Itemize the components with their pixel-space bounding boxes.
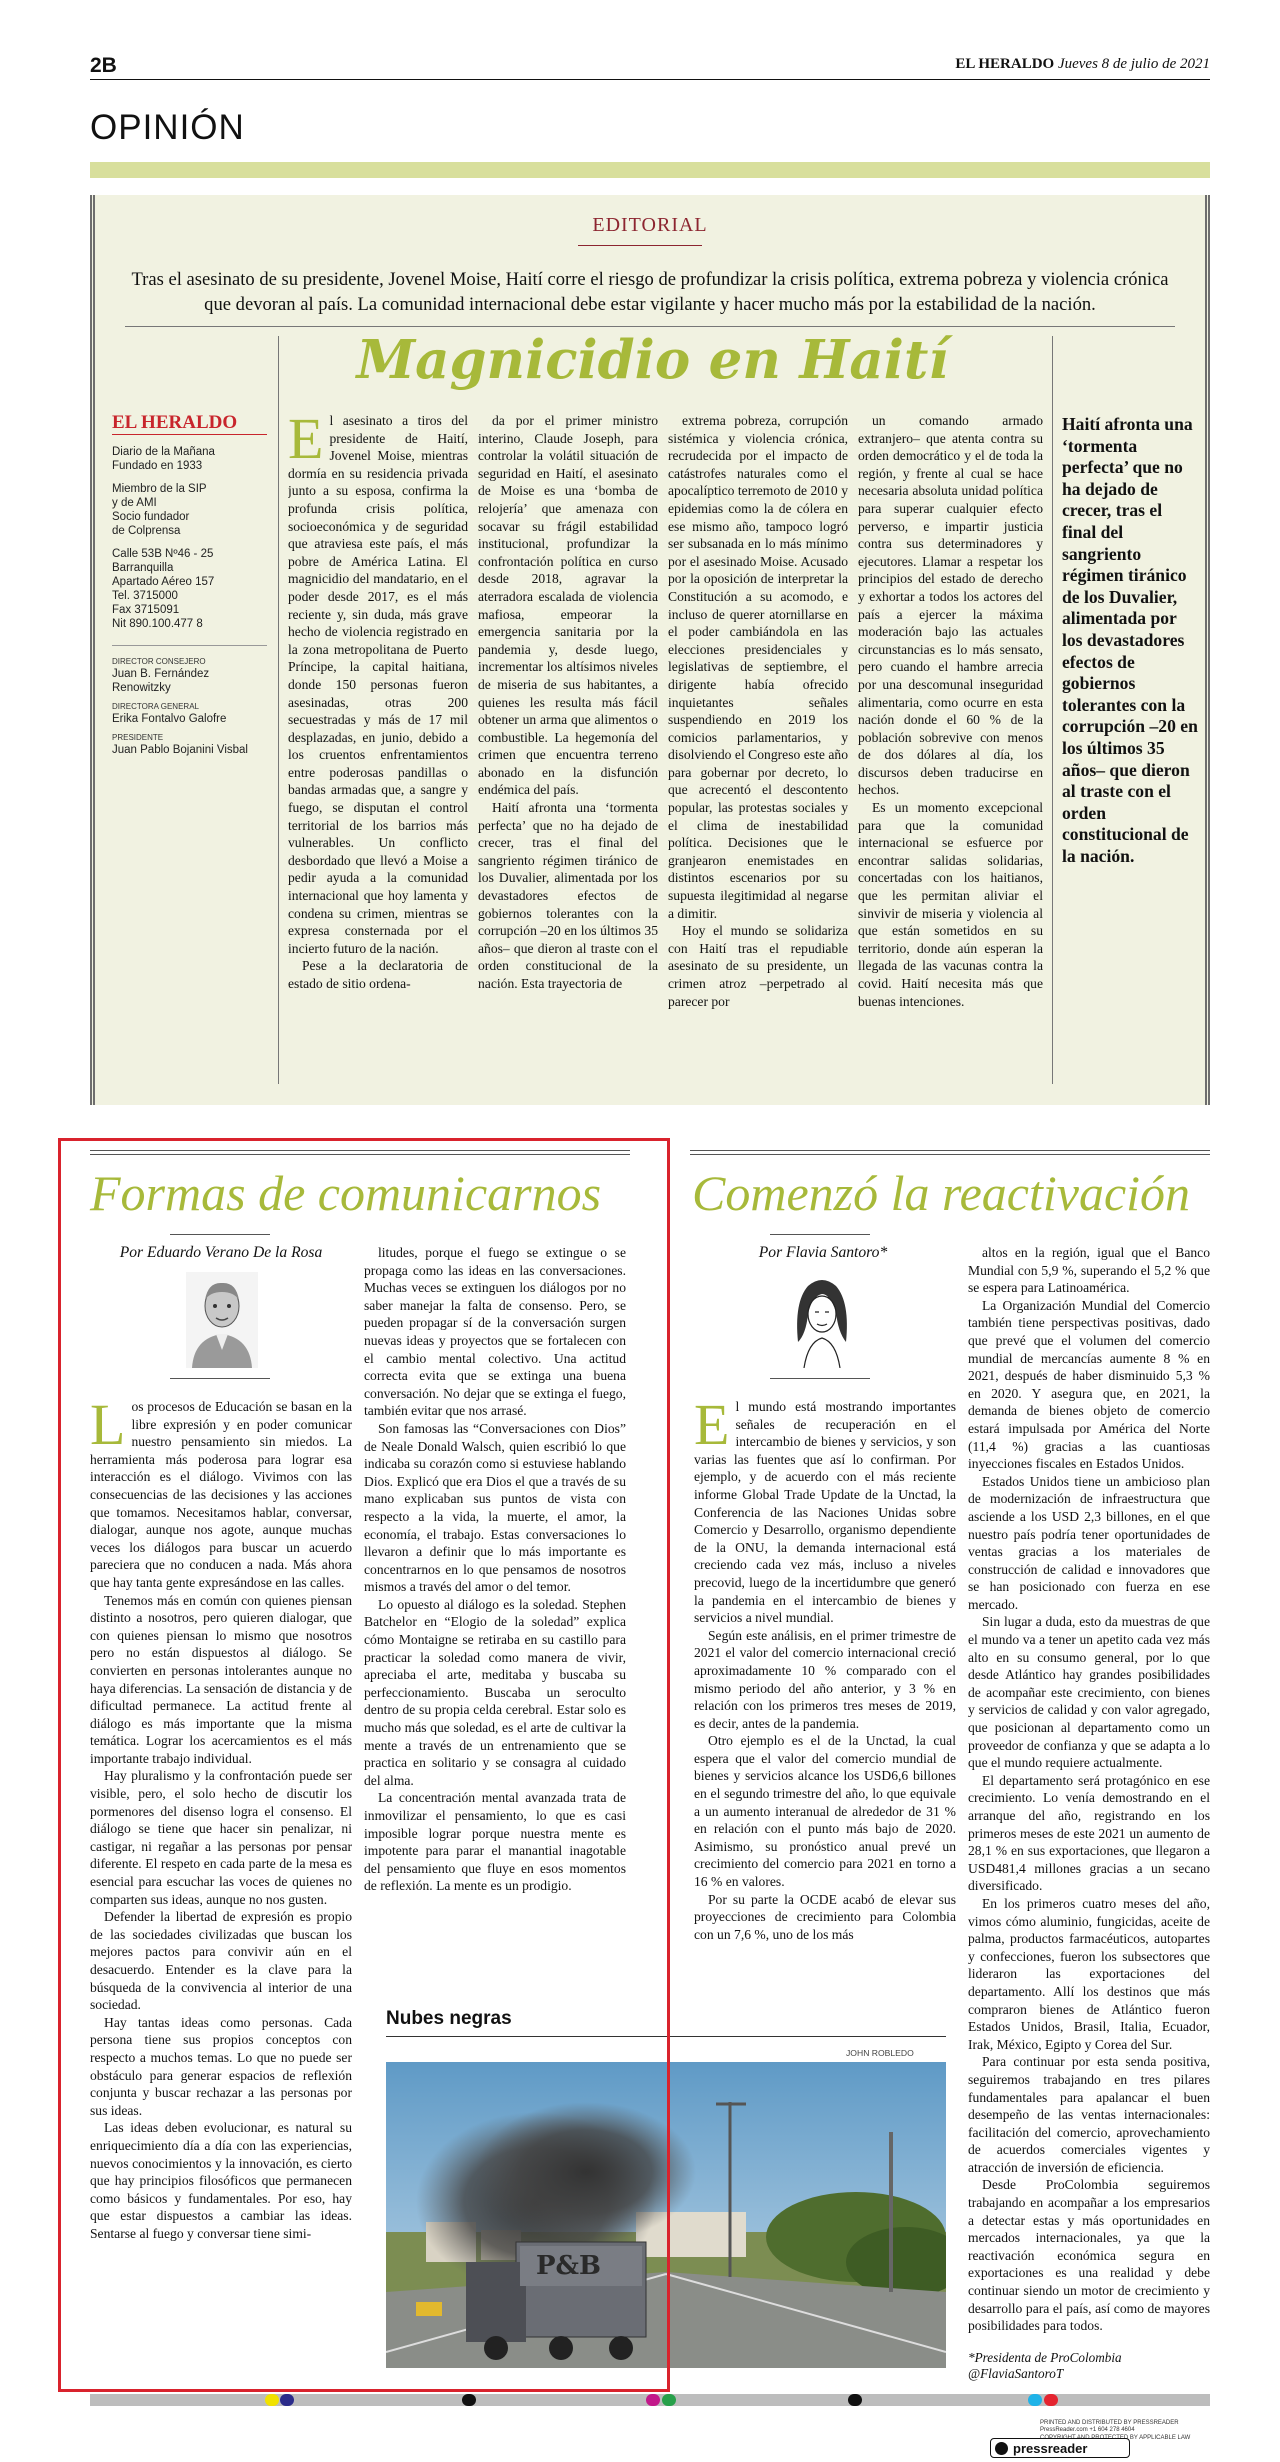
color-bar: [90, 2394, 1210, 2406]
masthead-staff-name: Erika Fontalvo Galofre: [112, 713, 227, 725]
masthead-staff-role: DIRECTOR CONSEJERO: [112, 657, 206, 666]
copyright: COPYRIGHT AND PROTECTED BY APPLICABLE LAW: [1040, 2434, 1191, 2441]
left-article-paragraph: Hay tantas ideas como personas. Cada persona tiene sus propios conceptos con respecto a muchos temas. Lo que no puede ser obstáculo para generar espacios de reflexión conjunta y buscar rechazar a las personas por sus ideas.: [90, 2014, 352, 2118]
editorial-paragraph: Haití afronta una ‘tormenta perfecta’ que no ha dejado de crecer, tras el final del sangriento régimen tiránico de los Duvalier, alimentada por los devastadores efectos de gobiernos tolerantes con la corrupción –20 en los últimos 35 años– que dieron al traste con el orden constitucional de la nación. Esta trayectoria de: [478, 800, 658, 991]
right-article-paragraph: Según este análisis, en el primer trimestre de 2021 el valor del comercio internacional creció aproximadamente 10 % comparado con el mismo periodo del año anterior, y 3 % en relación con los primeros tres meses de 2019, es decir, antes de la pandemia.: [694, 1627, 956, 1731]
left-article-paragraph: litudes, porque el fuego se extingue o se propaga como las ideas en las conversaciones. Muchas veces se extinguen los diálogos por no saber manejar la falta de consenso. Pero, se pueden propagar sí de la conversación surgen nuevas ideas y proyectos que se fortalecen con el cambio mental colectivo. Una actitud correcta evita que se extinga una buena conversación. No dejar que se extinga el fuego, también evitar que nos arrasé.: [364, 1245, 626, 1419]
highlight-frame: [58, 1138, 670, 2392]
author-note: *Presidenta de ProColombia: [968, 2350, 1122, 2365]
editorial-paragraph: Es un momento excepcional para que la comunidad internacional se esfuerce por encontrar salidas solidarias, concertadas con los haitianos, que les permitan aliviar el sinvivir de miseria y violencia al que están sometidos en su territorio, donde aún esperan la llegada de las vacunas contra la covid. Haití necesita más que buenas intenciones.: [858, 800, 1043, 1009]
right-article-paragraph: Sin lugar a duda, esto da muestras de que el mundo va a tener un apetito cada vez más alto en su consumo general, por lo que desde Atlántico hay grandes posibilidades de acompañar este crecimiento, con bienes y servicios de calidad y con valor agregado, que posicionan al departamento como un proveedor de confianza y que se adapta a lo que el mundo requiere actualmente.: [968, 1614, 1210, 1771]
registration-dot-black-2: [848, 2394, 862, 2406]
printed-by: PRINTED AND DISTRIBUTED BY PRESSREADER: [1040, 2420, 1179, 2426]
masthead-staff-role: DIRECTORA GENERAL: [112, 702, 199, 711]
masthead-info-line: Nit 890.100.477 8: [112, 618, 203, 630]
pressreader-url: PressReader.com +1 604 278 4604: [1040, 2427, 1135, 2434]
editorial-column-1: [288, 412, 468, 1082]
masthead-staff-name: Juan Pablo Bojanini Visbal: [112, 744, 248, 756]
registration-dot-black: [462, 2394, 476, 2406]
editorial-lead: Tras el asesinato de su presidente, Jovenel Moise, Haití corre el riesgo de profundizar la crisis política, extrema pobreza y violencia crónica que devoran al país. La comunidad internacional debe estar vigilante y hacer mucho más por la estabilidad de la nación.: [131, 269, 1169, 315]
masthead-info-line: Diario de la Mañana: [112, 446, 215, 458]
green-band: [90, 162, 1210, 178]
left-article-paragraph: Los procesos de Educación se basan en la libre expresión y en poder comunicar nuestro pensamiento sin miedos. La herramienta más poderosa para lograr esa interacción es el diálogo. Vivimos con las consecuencias de las decisiones y las acciones que tomamos. Necesitamos hablar, conversar, dialogar, aunque nos agote, aunque muchas veces los diálogos para buscar un acuerdo pareciera que no conducen a nada. Más ahora que hay tanta gente expresándose en las calles.: [90, 1398, 352, 1590]
registration-dot-yellow: [265, 2394, 279, 2406]
editorial-pullquote: Haití afronta una ‘tormenta perfecta’ que no ha dejado de crecer, tras el final del sangriento régimen tiránico de los Duvalier, alimentada por los devastadores efectos de gobiernos tolerantes con la corrupción –20 en los últimos 35 años– que dieron al traste con el orden constitucional de la nación.: [1062, 414, 1198, 866]
masthead-staff-name: Juan B. Fernández Renowitzky: [112, 668, 210, 694]
right-article-paragraph: El mundo está mostrando importantes señales de recuperación en el intercambio de bienes y servicios, y son varias las fuentes que así lo confirman. Por ejemplo, y de acuerdo con el más reciente informe Global Trade Update de la Unctad, la Conferencia de las Naciones Unidas sobre Comercio y Desarrollo, organismo dependiente de la ONU, la demanda internacional está creciendo cada vez más, incluso a niveles precovid, luego de la incertidumbre que generó la pandemia en el intercambio de bienes y servicios a nivel mundial.: [694, 1398, 956, 1626]
left-article-paragraph: Tenemos más en común con quienes piensan distinto a nosotros, pero quieren dialogar, que con quienes piensan lo mismo que nosotros pero no están dispuestos al diálogo. Se convierten en personas intolerantes aunque no haya diferencias. La sensación de distancia y de dificultad permanece. La actitud frente al diálogo es más importante que la misma temática. Lograr los acercamientos es el más importante trabajo individual.: [90, 1592, 352, 1766]
masthead-info-line: Fax 3715091: [112, 604, 180, 616]
left-article-paragraph: La concentración mental avanzada trata de inmovilizar el pensamiento, lo que es casi imposible lograr porque nuestra mente es impotente para parar el manantial inagotable del pensamiento que fluye en esos momentos de reflexión. La mente es un prodigio.: [364, 1790, 626, 1894]
masthead-info-line: [112, 473, 267, 482]
masthead-info-line: Tel. 3715000: [112, 590, 178, 602]
drop-cap: L: [90, 1398, 126, 1457]
masthead-info-line: Barranquilla: [112, 562, 174, 574]
masthead-info-line: Fundado en 1933: [112, 460, 203, 472]
editorial-vrule-right: [1052, 336, 1053, 1084]
left-article-paragraph: Lo opuesto al diálogo es la soledad. Stephen Batchelor en “Elogio de la soledad” explica cómo Montaigne se retiraba en su castillo para practicar la soledad como manera de vivir, apreciaba el arte, meditaba y buscaba su perfeccionamiento. Buscaba un seroculto dentro de su propia celda cerebral. Estar solo es mucho más que soledad, es el arte de cultivar la mente a través de un entrenamiento que se practica en solitario y se consagra al cuidado del alma.: [364, 1596, 626, 1788]
masthead-info-line: [112, 538, 267, 547]
right-article-rule: [690, 1150, 1210, 1155]
masthead-info-line: de Colprensa: [112, 525, 181, 537]
editorial-column-3: [668, 412, 848, 1082]
right-article-paragraph: altos en la región, igual que el Banco Mundial con 5,9 %, superando el 5,2 % que se espera para Latinoamérica.: [968, 1245, 1210, 1296]
editorial-paragraph: un comando armado extranjero– que atenta contra su orden democrático y el de toda la región, y frente al cual se hace necesaria absoluta unidad política para superar cualquier efecto perverso, e impartir justicia contra sus determinadores y ejecutores. Llamar a respetar los principios del estado de derecho y exhortar a todos los actores del país a ejercer la máxima moderación bajo las actuales circunstancias es lo más sensato, pero cuando el hambre arrecia por una descomunal inseguridad alimentaria, como ocurre en esta nación donde el 60 % de la población sobrevive con menos de dos dólares al día, los discursos deben traducirse en hechos.: [858, 413, 1043, 798]
registration-dot-green: [662, 2394, 676, 2406]
masthead-info-line: Apartado Aéreo 157: [112, 576, 215, 588]
right-article-paragraph: Para continuar por esta senda positiva, seguiremos trabajando en tres pilares fundamentales para apalancar el buen desempeño de las ventas internacionales: facilitación del comercio, aprovechamiento de acuerdos comerciales vigentes y atracción de inversión de eficiencia.: [968, 2054, 1210, 2175]
editorial-paragraph: da por el primer ministro interino, Claude Joseph, para controlar la volátil situación de seguridad en Haití, el asesinato de Moise es una ‘bomba de relojería’ que amenaza con socavar su frágil estabilidad institucional, profundizar la confrontación política en curso desde 2018, agravar la aterradora escalada de violencia mafiosa, empeorar la emergencia sanitaria por la pandemia y, desde luego, incrementar los altísimos niveles de miseria de sus habitantes, a quienes les resulta más fácil obtener un arma que alimentos o combustible. La hegemonía del crimen que encuentra terreno abonado en la disfunción endémica del país.: [478, 413, 658, 798]
left-article-paragraph: Las ideas deben evolucionar, es natural su enriquecimiento día a día con las experiencias, nuevos conocimientos y la innovación, es cierto que hay principios filosóficos que permanecen como básicos y fundamentales. Por eso, hay que estar dispuestos a cambiar las ideas. Sentarse al fuego y conversar tiene simi-: [90, 2120, 352, 2241]
editorial-label-rule: [578, 245, 702, 246]
masthead-staff-role: PRESIDENTE: [112, 733, 164, 742]
left-article-byline: Por Eduardo Verano De la Rosa: [119, 1244, 323, 1261]
editorial-paragraph: El asesinato a tiros del presidente de Haití, Jovenel Moise, mientras dormía en su residencia privada junto a su esposa, confirma la profunda crisis política, socioeconómica y de seguridad que atraviesa este país, el más pobre de América Latina. El magnicidio del mandatario, en el poder desde 2017, es el más reciente y, sin duda, más grave hecho de violencia registrado en la zona metropolitana de Puerto Príncipe, la capital haitiana, donde 150 personas fueron asesinadas, otras 200 secuestradas y más de 17 mil desplazadas, en junio, debido a los cruentos enfrentamientos entre poderosas pandillas o bandas armadas que, a sangre y fuego, se disputan el control territorial de los barrios más vulnerables. Un conflicto desbordado que llevó a Moise a pedir ayuda a la comunidad internacional que hoy lamenta y condena su crimen, mientras se expresa consternada por el incierto futuro de la nación.: [288, 412, 468, 956]
right-article-paragraph: La Organización Mundial del Comercio también tiene perspectivas positivas, dado que prevé que el volumen del comercio mundial de mercancías aumente 8 % en 2021, después de haber disminuido 5,3 % en 2020. Y asegura que, en 2021, la demanda de bienes objeto de comercio estará impulsada por América del Norte (11,4 %) gracias a las cuantiosas inyecciones fiscales en Estados Unidos.: [968, 1297, 1210, 1472]
right-article-column-1: [694, 1398, 956, 1990]
right-article-paragraph: Desde ProColombia seguiremos trabajando en acompañar a los empresarios a detectar estas y más oportunidades en mercados internacionales, ya que la reactivación económica segura en exportaciones es una realidad y debe continuar siendo un motor de crecimiento y desarrollo para el país, así como de mayores posibilidades para todos.: [968, 2177, 1210, 2334]
masthead: [112, 412, 267, 757]
editorial-label: EDITORIAL: [592, 214, 708, 236]
editorial-paragraph: Pese a la declaratoria de estado de sitio ordena-: [288, 958, 468, 991]
left-article-paragraph: Son famosas las “Conversaciones con Dios” de Neale Donald Walsch, quien escribió lo que indicaba su corazón como si estuviese hablando Dios. Explicó que era Dios el que a través de su mano explicaban sus puntos de vista con respecto a la vida, la muerte, el amor, la economía, el trabajo. Estas conversaciones lo llevaron a definir que lo más importante es concentrarnos en lo que pensamos de nosotros mismos a través del amor o del temor.: [364, 1420, 626, 1595]
right-article-headline: Comenzó la reactivación: [692, 1165, 1191, 1221]
truck-text: P&B: [536, 2251, 601, 2281]
editorial-paragraph: Hoy el mundo se solidariza con Haití tras el repudiable asesinato de su presidente, un crimen atroz –perpetrado al parecer por: [668, 923, 848, 1009]
issue-date: Jueves 8 de julio de 2021: [1057, 56, 1210, 72]
right-byline-rule-2: [770, 1378, 870, 1379]
editorial-column-2: [478, 412, 658, 1082]
right-article-paragraph: El departamento será protagónico en ese crecimiento. Lo venía demostrando en el arranque del año, registrando en los primeros meses de este 2021 un aumento de 28,1 % en sus exportaciones, que llegaron a USD481,4 millones gracias a un secano diversificado.: [968, 1772, 1210, 1894]
pressreader-brand: pressreader: [1013, 2440, 1088, 2456]
section-title: OPINIÓN: [90, 108, 245, 147]
right-article-paragraph: Otro ejemplo es el de la Unctad, la cual espera que el valor del comercio mundial de bienes y servicios alcance los USD6,6 billones en el segundo trimestre del año, lo que equivale a un aumento interanual de alrededor de 31 % en relación con el punto más bajo de 2020. Asimismo, su pronóstico anual prevé un crecimiento del comercio para 2021 en torno a 16 % en valores.: [694, 1733, 956, 1890]
right-byline-rule: [770, 1234, 870, 1235]
masthead-info-line: Miembro de la SIP: [112, 483, 207, 495]
editorial-vrule-left: [278, 336, 279, 1084]
right-article-column-2: [968, 1244, 1210, 2350]
masthead-info-line: y de AMI: [112, 497, 157, 509]
right-article-paragraph: Por su parte la OCDE acabó de elevar sus proyecciones de crecimiento para Colombia con un 7,6 %, uno de los más: [694, 1891, 956, 1942]
registration-dot-magenta: [646, 2394, 660, 2406]
right-article-paragraph: Estados Unidos tiene un ambicioso plan de modernización de infraestructura que asciende a los USD 2,3 billones, en el que nuestro país podría tener oportunidades de ventas gracias a los materiales de construcción de calidad e innovadores que se han posicionado con fuerza en ese mercado.: [968, 1473, 1210, 1612]
page-header: [90, 52, 1210, 80]
left-article-paragraph: Hay pluralismo y la confrontación puede ser visible, pero, el solo hecho de discutir los pormenores del disenso logra el consenso. El diálogo se tiene que hacer sin penalizar, ni castigar, ni regañar a las personas por pensar diferente. El respeto en cada parte de la mesa es esencial para escuchar las voces de quienes no comparten sus ideas, aunque no nos gusten.: [90, 1768, 352, 1907]
editorial-headline: Magnicidio en Haití: [356, 329, 949, 391]
left-article-paragraph: Defender la libertad de expresión es propio de las sociedades civilizadas que buscan los mejores pactos para convivir aún en el desacuerdo. Entender es la clave para la búsqueda de la convivencia al interior de una sociedad.: [90, 1909, 352, 2013]
photo-caption: Nubes negras: [386, 2008, 512, 2029]
publication-name: EL HERALDO: [955, 56, 1055, 72]
masthead-info-line: Calle 53B Nº46 - 25: [112, 548, 214, 560]
drop-cap: E: [288, 412, 324, 471]
drop-cap: E: [694, 1398, 730, 1457]
editorial-paragraph: extrema pobreza, corrupción sistémica y violencia crónica, recrudecida por el impacto de catástrofes naturales como el apocalíptico terremoto de 2010 y epidemias como la de cólera en ese mismo año, tampoco logró ser subsanada en lo más mínimo por el asesinado Moise. Acusado por la oposición de interpretar la Constitución a su acomodo, e incluso de querer atornillarse en el poder cambiándola en las elecciones presidenciales y legislativas de septiembre, el dirigente había ofrecido inquietantes señales suspendiendo en 2019 los comicios parlamentarios, y disolviendo el Congreso este año para gobernar por decreto, lo que acrecentó el descontento popular, las protestas sociales y el clima de inestabilidad política. Decisiones que le granjearon enemistades en distintos escenarios por su supuesta ilegitimidad al negarse a dimitir.: [668, 413, 848, 921]
registration-dot-cyan: [1028, 2394, 1042, 2406]
masthead-logo: EL HERALDO: [112, 412, 267, 435]
photo-credit: JOHN ROBLEDO: [846, 2048, 914, 2058]
registration-dot-blue: [280, 2394, 294, 2406]
author-photo-santoro: [786, 1272, 858, 1368]
author-handle: @FlaviaSantoroT: [968, 2366, 1064, 2381]
footnote: [968, 2350, 1210, 2382]
page-number: 2B: [90, 54, 117, 77]
right-article-byline: Por Flavia Santoro*: [758, 1244, 888, 1261]
registration-dot-red: [1044, 2394, 1058, 2406]
pressreader-logo: [990, 2438, 1130, 2458]
masthead-info-line: Socio fundador: [112, 511, 190, 523]
editorial-column-4: [858, 412, 1043, 1082]
pressreader-icon: [995, 2442, 1008, 2455]
right-article-paragraph: En los primeros cuatro meses del año, vimos cómo aluminio, fungicidas, aceite de palma, productos farmacéuticos, autopartes y confecciones, fueron los subsectores que lideraron las exportaciones del departamento. Allí los destinos que más compraron bienes de Atlántico fueron Estados Unidos, Brasil, Italia, Ecuador, Irak, México, Egipto y Corea del Sur.: [968, 1895, 1210, 2052]
left-article-headline: Formas de comunicarnos: [90, 1165, 602, 1221]
